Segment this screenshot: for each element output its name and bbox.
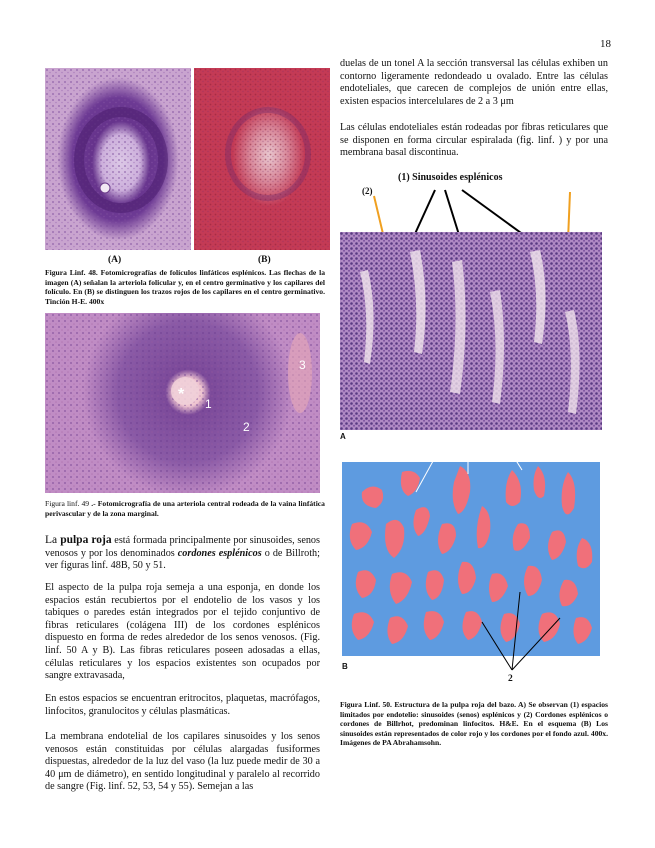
figure-50-caption-lead: Figura Linf. 50. (340, 700, 392, 709)
text-run: está formada principalmente por sinusoides, senos venosos y por los denominados (45, 535, 320, 559)
arrow-black-1 (414, 190, 435, 236)
figure-50-panel-b-label: B (342, 662, 348, 671)
figure-50-label-2-top: (2) (362, 186, 373, 196)
figure-50a-texture (340, 232, 602, 430)
term-cordones-esplenicos: cordones esplénicos (177, 547, 262, 559)
left-paragraph-3 (45, 693, 320, 718)
figure-48a-micrograph (45, 68, 191, 250)
figure-49-texture (45, 313, 320, 493)
figure-49-mark-3: 3 (299, 358, 306, 372)
arrow-schema-top-1 (416, 452, 438, 492)
figure-50-caption (340, 700, 608, 748)
figure-50-caption-text: Estructura de la pulpa roja del bazo. A) Se observan (1) espacios limitados por endotelio: sinusoides (senos) esplénicos y (2) Cordones esplénicos o cordones de Billrhot, predominan linfocitos. H&E. En el esquema (B) Los sinusoides están representados de color rojo y los cordones por el fondo azul. 400x. Imágenes de PA Abrahamsohn. (340, 700, 608, 748)
left-paragraph-4 (45, 731, 320, 794)
figure-49-mark-star: * (178, 386, 185, 403)
left-paragraph-4-text: La membrana endotelial de los capilares sinusoides y los senos venosos están constituidas por células alargadas fusiformes dispuestas, alrededor de la luz del vaso (la luz puede medir de 30 a 40 μm de diámetro), en sentido longitudinal y paralelo al recorrido de sangre (Fig. linf. 52, 53, 54 y 55). Semejan a las (45, 731, 320, 793)
right-paragraph-1 (340, 58, 608, 108)
text-run: o de Billroth; ver figuras linf. 48B, 50 y 51. (45, 547, 320, 572)
term-pulpa-roja: pulpa roja (60, 534, 112, 546)
figure-50b-arrows (342, 452, 600, 692)
right-paragraph-2-text: Las células endoteliales están rodeadas por fibras reticulares que se disponen en forma circular espiralada (fig. linf. ) y por una membrana basal discontinua. (340, 122, 608, 159)
figure-48a-texture (45, 68, 191, 250)
figure-48-caption-text: Fotomicrografías de folículos linfáticos esplénicos. Las flechas de la imagen (A) señalan la arteriola folicular y, en el centro germinativo y los capilares del folículo. En (B) se distinguen los trazos rojos de los capilares en el centro germinativo. Tinción H-E. 400x (45, 268, 325, 306)
figure-50a-micrograph (340, 232, 602, 430)
arrow-schema-top-3 (512, 454, 522, 470)
figure-49-mark-1: 1 (205, 397, 212, 411)
figure-48-caption (45, 268, 325, 306)
arrow-black-3 (462, 190, 528, 238)
figure-49-caption-text: .- Fotomicrografía de una arteriola central rodeada de la vaina linfática perivascular y de la zona marginal. (45, 499, 325, 518)
right-paragraph-2 (340, 122, 608, 160)
right-paragraph-1-text: duelas de un tonel A la sección transversal las células exhiben un contorno ligeramente redondeado u ovalado. Entre las células endoteliales, que carecen de complejos de unión entre ellas, existen espacios intercelulares de 2 a 3 μm (340, 58, 608, 107)
figure-49-micrograph (45, 313, 320, 493)
left-paragraph-3-text: En estos espacios se encuentran eritrocitos, plaquetas, macrófagos, linfocitos, granulocitos y células plasmáticas. (45, 693, 320, 717)
figure-48b-micrograph (194, 68, 330, 250)
figure-50-panel-a-label: A (340, 432, 346, 441)
arrow-schema-bottom-1 (482, 622, 512, 670)
text-run: La (45, 534, 61, 546)
arrow-schema-bottom-3 (512, 618, 560, 670)
figure-48b-texture (194, 68, 330, 250)
figure-48a-label: (A) (108, 255, 122, 265)
page-number: 18 (600, 38, 611, 50)
left-paragraph-2 (45, 582, 320, 683)
figure-49-mark-2: 2 (243, 420, 250, 434)
figure-49-caption-lead: Figura linf. 49 (45, 499, 90, 508)
figure-49-caption (45, 499, 325, 518)
left-paragraph-2-text: El aspecto de la pulpa roja semeja a una esponja, en donde los espacios están recubiertos por el endotelio de los vasos y los tabiques o paredes están integrados por el tejido conjuntivo de fibras reticulares (colágena III) de los cordones esplénicos dispuesto en forma de redes alrededor de los senos venosos. (Fig. linf. 50 A y B). Las fibras reticulares poseen adosadas a ellas, células reticulares y los espacios existentes son ocupados por sangre extravasada, (45, 582, 320, 682)
figure-50-label-sinusoides: (1) Sinusoides esplénicos (398, 172, 503, 183)
left-paragraph-1 (45, 534, 320, 573)
arrow-schema-bottom-2 (512, 592, 520, 670)
figure-50b-label-2: 2 (508, 674, 513, 684)
figure-48b-label: (B) (258, 255, 271, 265)
figure-48-caption-lead: Figura Linf. 48. (45, 268, 98, 277)
arrow-black-2 (445, 190, 460, 238)
